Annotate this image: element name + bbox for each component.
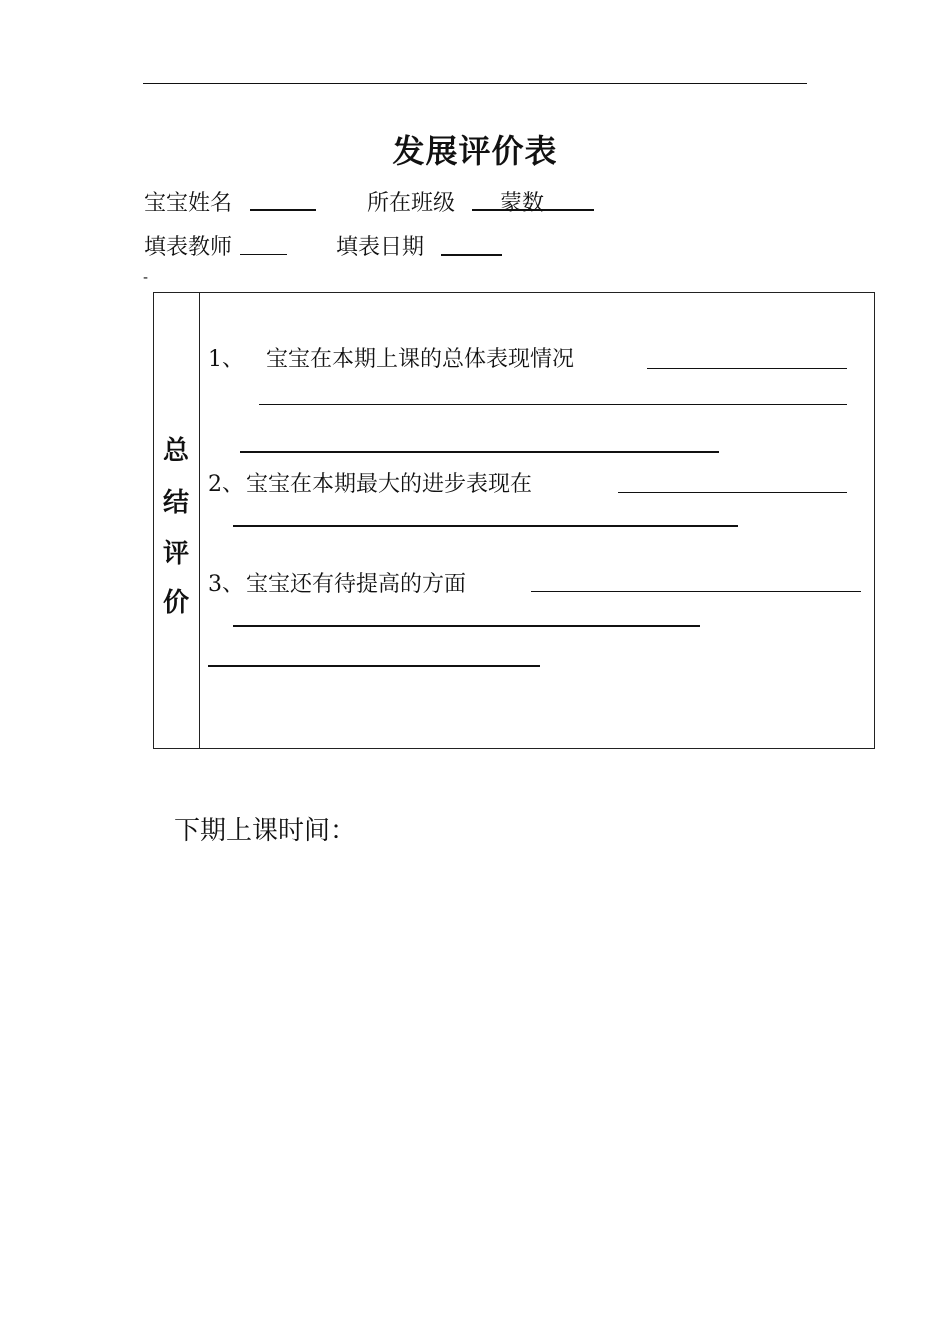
item-2-text: 宝宝在本期最大的进步表现在 <box>246 472 533 497</box>
item-3-answer-line-1[interactable] <box>531 591 861 592</box>
date-label: 填表日期 <box>336 235 425 260</box>
item-1-answer-line-1[interactable] <box>647 368 847 369</box>
teacher-field[interactable] <box>240 254 287 255</box>
item-3-text: 宝宝还有待提高的方面 <box>246 572 467 597</box>
page-title: 发展评价表 <box>392 132 558 170</box>
item-1-number: 1、 <box>208 347 244 372</box>
class-label: 所在班级 <box>367 191 456 216</box>
section-label-char-4: 价 <box>162 588 189 618</box>
header-rule <box>143 83 807 84</box>
item-1-answer-line-2[interactable] <box>259 404 847 405</box>
baby-name-field[interactable] <box>250 209 316 211</box>
item-2-answer-line-1[interactable] <box>618 492 847 493</box>
table-column-divider <box>199 292 200 749</box>
item-3-number: 3、 <box>208 572 244 597</box>
section-label-char-1: 总 <box>162 436 189 466</box>
item-1-answer-line-3[interactable] <box>240 451 719 453</box>
section-label-char-2: 结 <box>162 488 189 518</box>
item-3-answer-line-3[interactable] <box>208 665 540 667</box>
item-1-text: 宝宝在本期上课的总体表现情况 <box>266 347 575 372</box>
item-2-number: 2、 <box>208 472 244 497</box>
dash-mark: - <box>143 270 149 286</box>
baby-name-label: 宝宝姓名 <box>144 191 233 216</box>
section-label-char-3: 评 <box>162 539 189 569</box>
date-field[interactable] <box>441 254 502 256</box>
teacher-label: 填表教师 <box>144 235 233 260</box>
item-3-answer-line-2[interactable] <box>233 625 700 627</box>
next-class-time-label: 下期上课时间： <box>174 816 357 846</box>
class-value: 蒙数 <box>500 191 545 216</box>
item-2-answer-line-2[interactable] <box>233 525 738 527</box>
